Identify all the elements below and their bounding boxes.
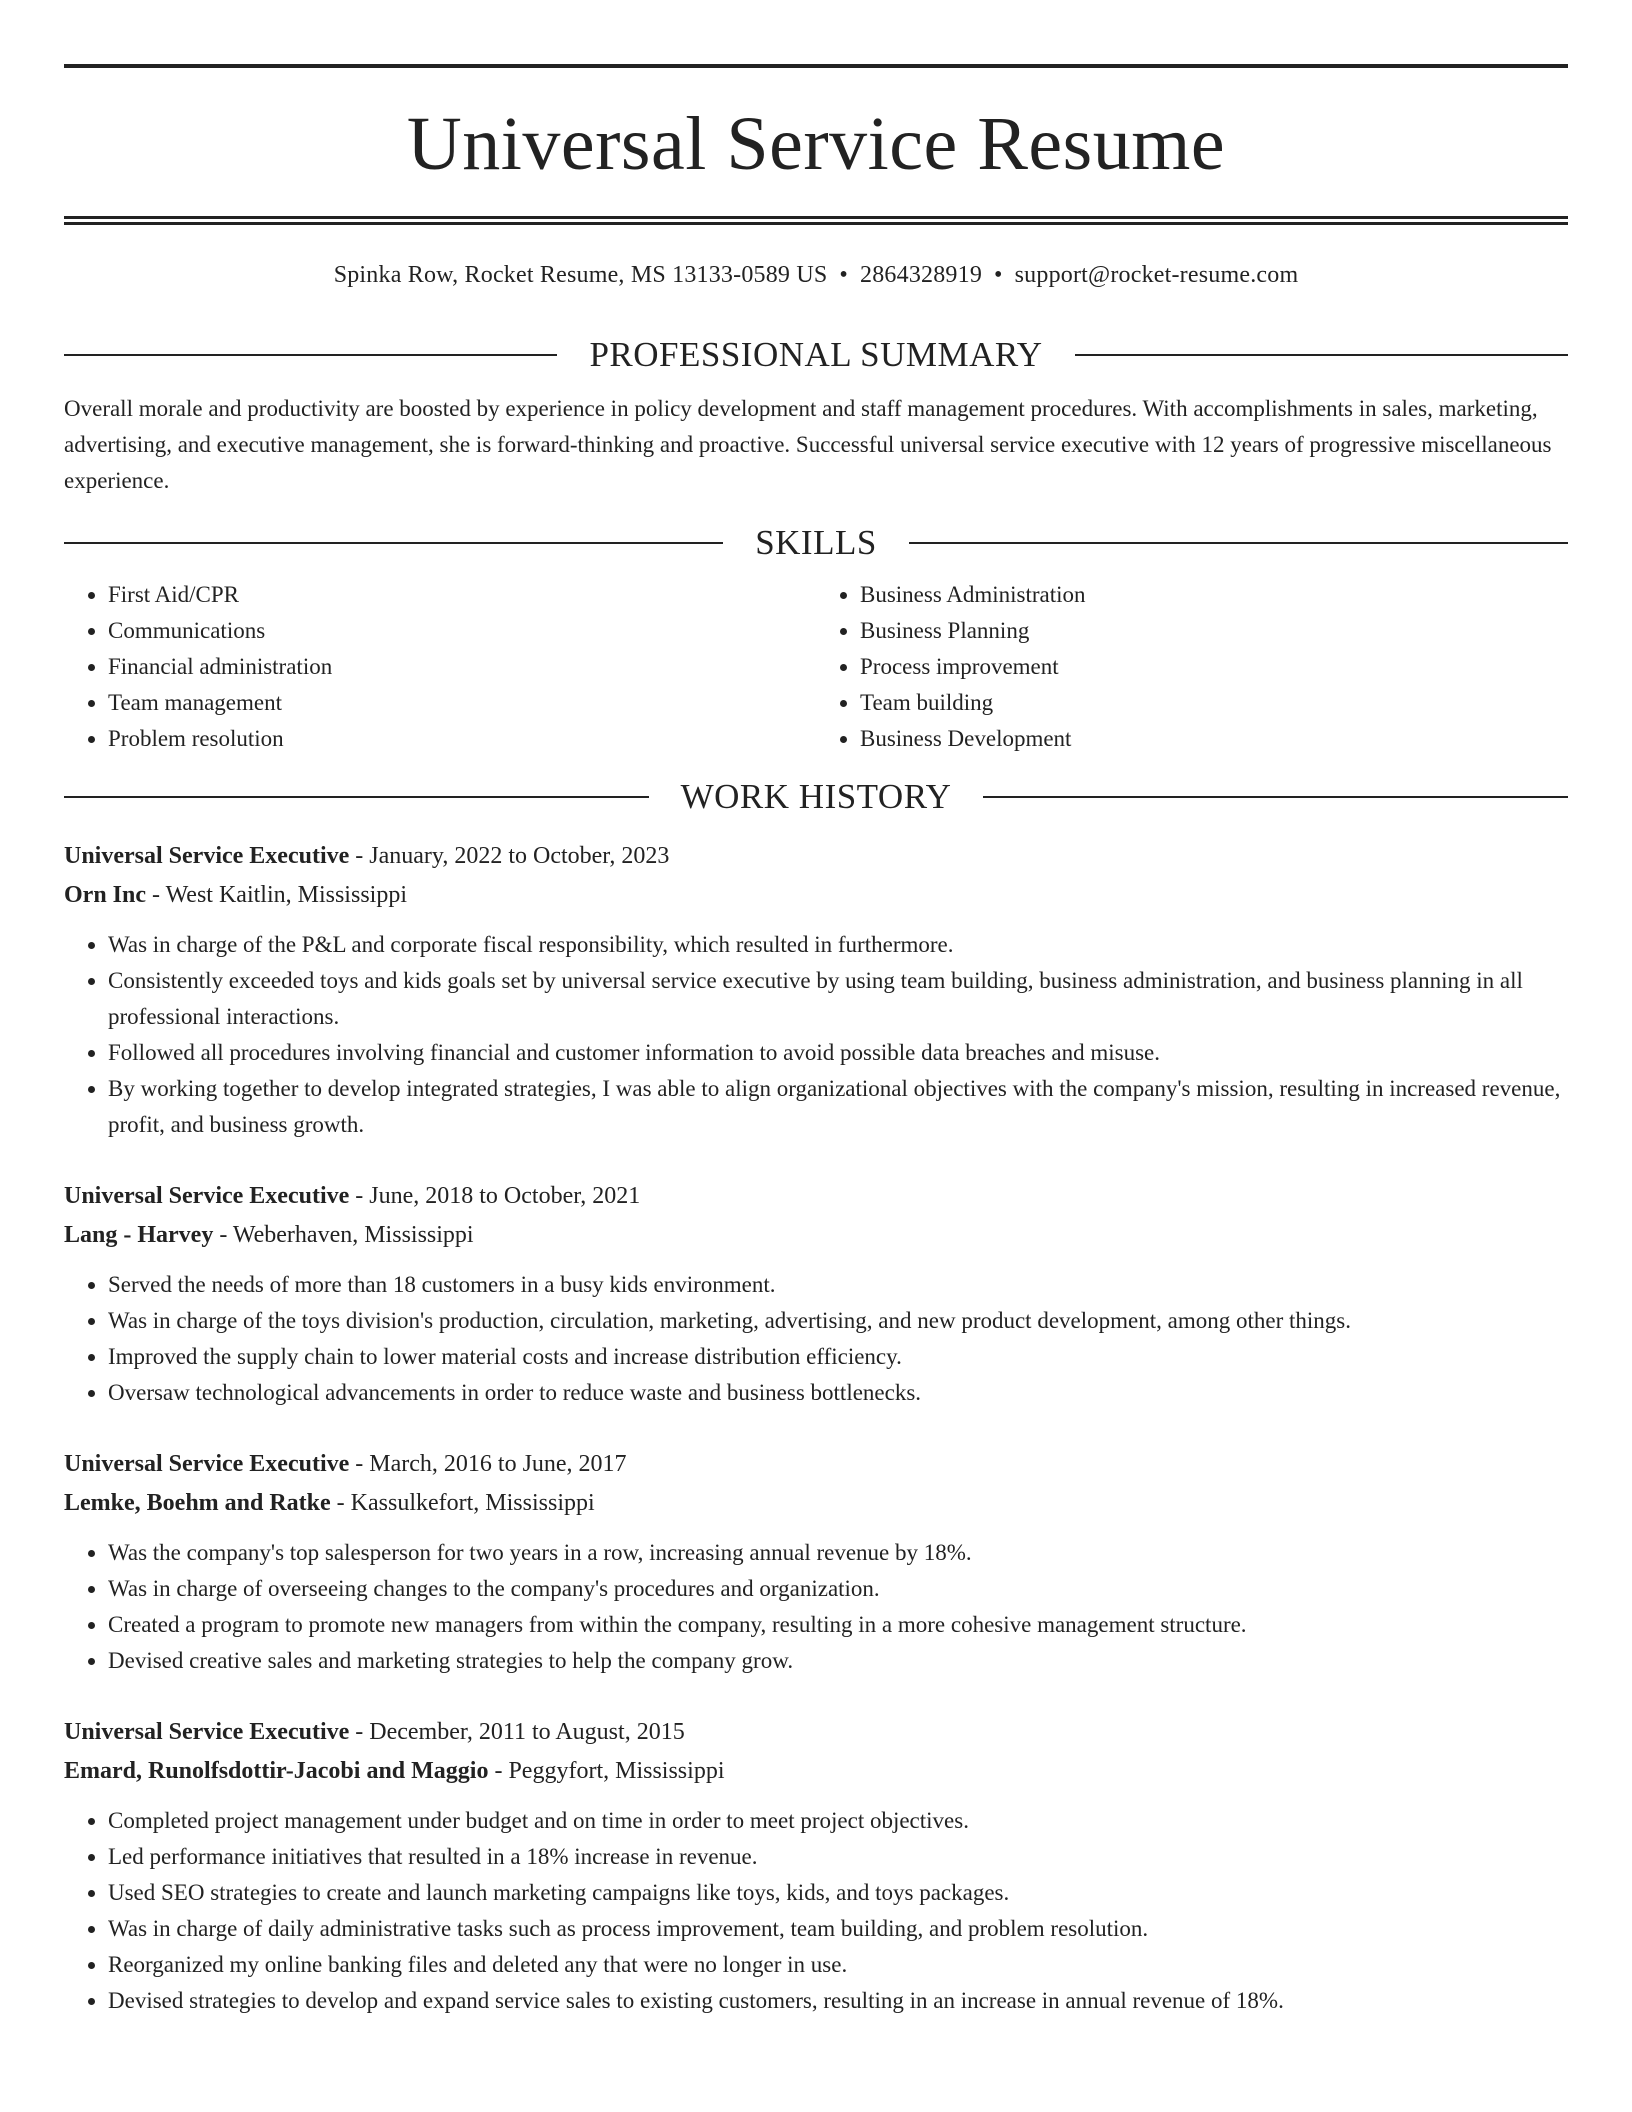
contact-phone: 2864328919 bbox=[860, 262, 983, 288]
skills-heading-row bbox=[64, 521, 1568, 565]
skills-columns bbox=[64, 577, 1568, 757]
job-company: Emard, Runolfsdottir-Jacobi and Maggio bbox=[64, 1758, 489, 1784]
skill-item: • Problem resolution bbox=[108, 721, 816, 757]
job-bullet: • Reorganized my online banking files and deleted any that were no longer in use. bbox=[108, 1947, 1568, 1983]
job-title-line bbox=[64, 1713, 1568, 1752]
summary-heading: PROFESSIONAL SUMMARY bbox=[589, 335, 1043, 374]
job-title: Universal Service Executive bbox=[64, 1183, 350, 1209]
job-bullet: • Followed all procedures involving financial and customer information to avoid possible data breaches and misuse. bbox=[108, 1035, 1568, 1071]
skills-list-right bbox=[816, 577, 1568, 757]
job-entry bbox=[64, 1713, 1568, 2019]
contact-email: support@rocket-resume.com bbox=[1014, 262, 1299, 288]
job-dates: - March, 2016 to June, 2017 bbox=[349, 1451, 627, 1477]
skill-item: • Financial administration bbox=[108, 649, 816, 685]
job-bullet: • Devised strategies to develop and expand service sales to existing customers, resulting in an increase in annual revenue of 18%. bbox=[108, 1983, 1568, 2019]
contact-line bbox=[64, 259, 1568, 291]
contact-address: Spinka Row, Rocket Resume, MS 13133-0589 US bbox=[333, 262, 828, 288]
job-bullet: • Served the needs of more than 18 customers in a busy kids environment. bbox=[108, 1267, 1568, 1303]
job-bullet: • Oversaw technological advancements in order to reduce waste and business bottlenecks. bbox=[108, 1375, 1568, 1411]
job-location: - Weberhaven, Mississippi bbox=[213, 1222, 474, 1248]
job-bullet: • Completed project management under budget and on time in order to meet project objectives. bbox=[108, 1803, 1568, 1839]
job-bullets bbox=[64, 1803, 1568, 2019]
summary-heading-row bbox=[64, 333, 1568, 377]
contact-separator: • bbox=[994, 262, 1003, 288]
job-bullet: • Devised creative sales and marketing strategies to help the company grow. bbox=[108, 1643, 1568, 1679]
job-bullet: • Was in charge of the P&L and corporate fiscal responsibility, which resulted in furthermore. bbox=[108, 927, 1568, 963]
job-entry bbox=[64, 837, 1568, 1143]
heading-rule-right bbox=[1075, 354, 1568, 356]
job-bullet: • Consistently exceeded toys and kids goals set by universal service executive by using team building, business administration, and business planning in all professional interactions. bbox=[108, 963, 1568, 1035]
skill-item: • Team building bbox=[860, 685, 1568, 721]
job-bullet: • Used SEO strategies to create and launch marketing campaigns like toys, kids, and toys packages. bbox=[108, 1875, 1568, 1911]
job-bullet: • Created a program to promote new managers from within the company, resulting in a more cohesive management structure. bbox=[108, 1607, 1568, 1643]
job-company: Lang - Harvey bbox=[64, 1222, 214, 1248]
work-heading-row bbox=[64, 775, 1568, 819]
heading-rule-right bbox=[909, 542, 1568, 544]
job-location: - Peggyfort, Mississippi bbox=[488, 1758, 725, 1784]
job-title-line bbox=[64, 837, 1568, 876]
job-title-line bbox=[64, 1445, 1568, 1484]
skill-item: • Business Administration bbox=[860, 577, 1568, 613]
job-dates: - June, 2018 to October, 2021 bbox=[349, 1183, 641, 1209]
job-dates: - December, 2011 to August, 2015 bbox=[349, 1719, 685, 1745]
skills-heading: SKILLS bbox=[755, 523, 877, 562]
heading-rule-left bbox=[64, 796, 649, 798]
work-history-heading: WORK HISTORY bbox=[680, 777, 952, 816]
resume-title: Universal Service Resume bbox=[406, 102, 1226, 186]
summary-text: Overall morale and productivity are boosted by experience in policy development and staff management procedures. With accomplishments in sales, marketing, advertising, and executive management, she is forward-thinking and proactive. Successful universal service executive with 12 years of progressive miscellaneous experience. bbox=[64, 396, 1552, 493]
job-dates: - January, 2022 to October, 2023 bbox=[349, 843, 670, 869]
job-company: Orn Inc bbox=[64, 882, 147, 908]
job-bullets bbox=[64, 1267, 1568, 1411]
title-double-rule bbox=[64, 216, 1568, 225]
job-location: - Kassulkefort, Mississippi bbox=[330, 1490, 595, 1516]
job-bullet: • Was the company's top salesperson for two years in a row, increasing annual revenue by 18%. bbox=[108, 1535, 1568, 1571]
job-entry bbox=[64, 1445, 1568, 1679]
skill-item: • Communications bbox=[108, 613, 816, 649]
skill-item: • Business Planning bbox=[860, 613, 1568, 649]
job-title: Universal Service Executive bbox=[64, 1451, 350, 1477]
job-title-line bbox=[64, 1177, 1568, 1216]
job-bullet: • Was in charge of overseeing changes to the company's procedures and organization. bbox=[108, 1571, 1568, 1607]
top-rule bbox=[64, 64, 1568, 68]
skill-item: • Process improvement bbox=[860, 649, 1568, 685]
job-company: Lemke, Boehm and Ratke bbox=[64, 1490, 331, 1516]
skill-item: • Business Development bbox=[860, 721, 1568, 757]
resume-page bbox=[64, 64, 1568, 2019]
job-company-line bbox=[64, 1484, 1568, 1523]
job-bullet: • Was in charge of daily administrative tasks such as process improvement, team building, and problem resolution. bbox=[108, 1911, 1568, 1947]
heading-rule-right bbox=[983, 796, 1568, 798]
job-bullet: • Led performance initiatives that resulted in a 18% increase in revenue. bbox=[108, 1839, 1568, 1875]
skill-item: • Team management bbox=[108, 685, 816, 721]
job-entry bbox=[64, 1177, 1568, 1411]
job-bullet: • By working together to develop integrated strategies, I was able to align organizational objectives with the company's mission, resulting in increased revenue, profit, and business growth. bbox=[108, 1071, 1568, 1143]
job-bullets bbox=[64, 1535, 1568, 1679]
job-location: - West Kaitlin, Mississippi bbox=[146, 882, 407, 908]
job-company-line bbox=[64, 1216, 1568, 1255]
heading-rule-left bbox=[64, 542, 723, 544]
job-bullet: • Improved the supply chain to lower material costs and increase distribution efficiency. bbox=[108, 1339, 1568, 1375]
job-company-line bbox=[64, 1752, 1568, 1791]
job-title: Universal Service Executive bbox=[64, 1719, 350, 1745]
job-company-line bbox=[64, 876, 1568, 915]
job-bullet: • Was in charge of the toys division's production, circulation, marketing, advertising, and new product development, among other things. bbox=[108, 1303, 1568, 1339]
contact-separator: • bbox=[839, 262, 849, 288]
heading-rule-left bbox=[64, 354, 557, 356]
job-title: Universal Service Executive bbox=[64, 843, 350, 869]
job-bullets bbox=[64, 927, 1568, 1143]
skill-item: • First Aid/CPR bbox=[108, 577, 816, 613]
skills-list-left bbox=[64, 577, 816, 757]
